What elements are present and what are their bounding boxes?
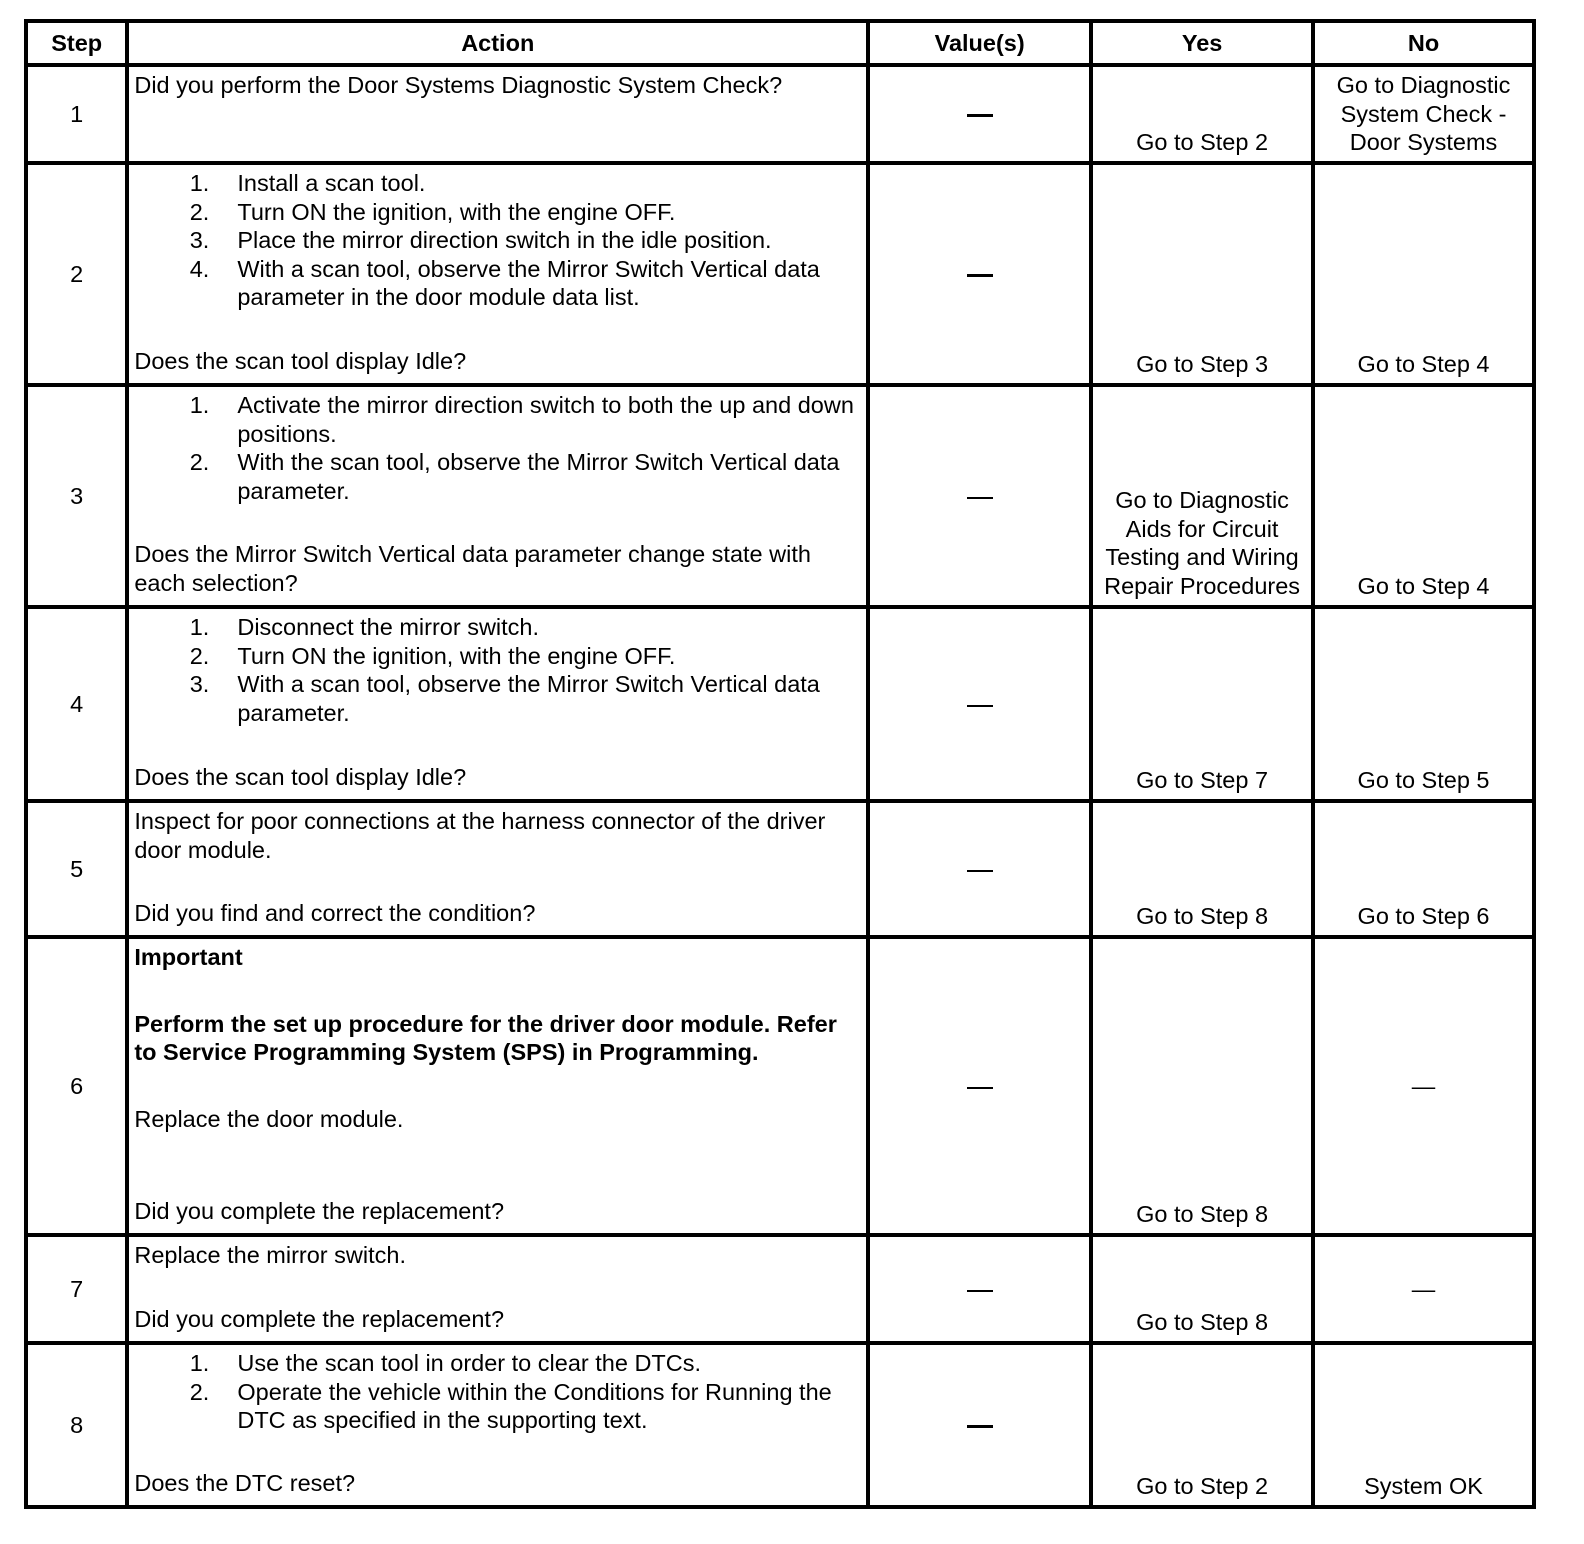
value-dash bbox=[967, 870, 993, 872]
important-text: Perform the set up procedure for the driver door module. Refer to Service Programming System (SPS) in Programming. bbox=[134, 1010, 837, 1065]
list-item: 2. Turn ON the ignition, with the engine OFF. bbox=[189, 198, 676, 225]
value-cell bbox=[868, 801, 1091, 937]
no-cell: Go to Diagnostic System Check - Door Systems bbox=[1313, 65, 1534, 163]
table-row-step-1 bbox=[26, 65, 1534, 163]
table-row-step-7 bbox=[26, 1235, 1534, 1343]
yes-cell: Go to Step 3 bbox=[1091, 163, 1313, 385]
header-step: Step bbox=[26, 21, 127, 65]
important-title: Important bbox=[134, 944, 243, 970]
action-steps bbox=[134, 169, 856, 312]
header-no: No bbox=[1313, 21, 1534, 65]
no-cell: — bbox=[1313, 1235, 1534, 1343]
action-steps bbox=[134, 391, 856, 505]
value-dash bbox=[967, 1290, 993, 1292]
action-question: Did you complete the replacement? bbox=[134, 1197, 505, 1224]
action-steps bbox=[134, 1349, 856, 1435]
action-question: Did you complete the replacement? bbox=[134, 1305, 505, 1332]
list-item: 2. Operate the vehicle within the Conditions for Running the DTC as specified in the supporting text. bbox=[189, 1378, 832, 1433]
value-dash bbox=[967, 274, 993, 277]
list-item: 2. With the scan tool, observe the Mirror Switch Vertical data parameter. bbox=[189, 449, 840, 504]
action-text: Inspect for poor connections at the harness connector of the driver door module. bbox=[134, 808, 826, 863]
table-row-step-2 bbox=[26, 163, 1534, 385]
list-item: 3. Place the mirror direction switch in the idle position. bbox=[189, 227, 772, 253]
no-cell: Go to Step 5 bbox=[1313, 607, 1534, 801]
step-number: 6 bbox=[26, 937, 127, 1235]
list-item: 1. Disconnect the mirror switch. bbox=[189, 614, 540, 640]
value-dash bbox=[967, 114, 993, 117]
value-cell bbox=[868, 607, 1091, 801]
action-cell bbox=[127, 937, 868, 1235]
action-question: Did you find and correct the condition? bbox=[134, 899, 536, 926]
value-cell bbox=[868, 937, 1091, 1235]
value-cell bbox=[868, 1235, 1091, 1343]
yes-cell: Go to Diagnostic Aids for Circuit Testing and Wiring Repair Procedures bbox=[1091, 385, 1313, 607]
value-dash bbox=[967, 1425, 993, 1428]
no-cell: Go to Step 6 bbox=[1313, 801, 1534, 937]
value-dash bbox=[967, 1087, 993, 1089]
step-number: 2 bbox=[26, 163, 127, 385]
table-row-step-5 bbox=[26, 801, 1534, 937]
value-cell bbox=[868, 163, 1091, 385]
step-number: 4 bbox=[26, 607, 127, 801]
table-row-step-4 bbox=[26, 607, 1534, 801]
list-item: 1. Install a scan tool. bbox=[189, 170, 426, 196]
action-cell bbox=[127, 65, 868, 163]
action-steps bbox=[134, 613, 856, 727]
value-cell bbox=[868, 1343, 1091, 1507]
step-number: 8 bbox=[26, 1343, 127, 1507]
header-yes: Yes bbox=[1091, 21, 1313, 65]
step-number: 3 bbox=[26, 385, 127, 607]
action-text: Replace the mirror switch. bbox=[134, 1242, 406, 1268]
yes-cell: Go to Step 8 bbox=[1091, 937, 1313, 1235]
step-number: 1 bbox=[26, 65, 127, 163]
no-cell: — bbox=[1313, 937, 1534, 1235]
header-row bbox=[26, 21, 1534, 65]
diagnostic-table bbox=[24, 19, 1536, 1509]
action-question: Does the scan tool display Idle? bbox=[134, 347, 467, 374]
no-cell: System OK bbox=[1313, 1343, 1534, 1507]
table-row-step-3 bbox=[26, 385, 1534, 607]
step-number: 5 bbox=[26, 801, 127, 937]
no-cell: Go to Step 4 bbox=[1313, 385, 1534, 607]
action-cell bbox=[127, 607, 868, 801]
action-cell bbox=[127, 163, 868, 385]
list-item: 1. Use the scan tool in order to clear the DTCs. bbox=[189, 1350, 702, 1376]
value-dash bbox=[967, 497, 993, 499]
header-action: Action bbox=[127, 21, 868, 65]
yes-cell: Go to Step 7 bbox=[1091, 607, 1313, 801]
yes-cell: Go to Step 2 bbox=[1091, 1343, 1313, 1507]
action-question: Does the Mirror Switch Vertical data parameter change state with each selection? bbox=[134, 541, 811, 596]
header-values: Value(s) bbox=[868, 21, 1091, 65]
list-item: 3. With a scan tool, observe the Mirror Switch Vertical data parameter. bbox=[189, 671, 820, 726]
table-row-step-8 bbox=[26, 1343, 1534, 1507]
action-text: Replace the door module. bbox=[134, 1105, 404, 1132]
value-cell bbox=[868, 385, 1091, 607]
step-number: 7 bbox=[26, 1235, 127, 1343]
action-question: Does the scan tool display Idle? bbox=[134, 763, 467, 790]
list-item: 4. With a scan tool, observe the Mirror Switch Vertical data parameter in the door module data list. bbox=[189, 255, 820, 310]
action-question: Did you perform the Door Systems Diagnostic System Check? bbox=[134, 72, 783, 98]
yes-cell: Go to Step 8 bbox=[1091, 801, 1313, 937]
yes-cell: Go to Step 8 bbox=[1091, 1235, 1313, 1343]
list-item: 2. Turn ON the ignition, with the engine OFF. bbox=[189, 642, 676, 669]
action-cell bbox=[127, 801, 868, 937]
table-row-step-6 bbox=[26, 937, 1534, 1235]
yes-cell: Go to Step 2 bbox=[1091, 65, 1313, 163]
action-cell bbox=[127, 1343, 868, 1507]
action-cell bbox=[127, 1235, 868, 1343]
action-question: Does the DTC reset? bbox=[134, 1469, 356, 1496]
no-cell: Go to Step 4 bbox=[1313, 163, 1534, 385]
action-cell bbox=[127, 385, 868, 607]
list-item: 1. Activate the mirror direction switch to both the up and down positions. bbox=[189, 392, 854, 447]
value-cell bbox=[868, 65, 1091, 163]
value-dash bbox=[967, 705, 993, 707]
